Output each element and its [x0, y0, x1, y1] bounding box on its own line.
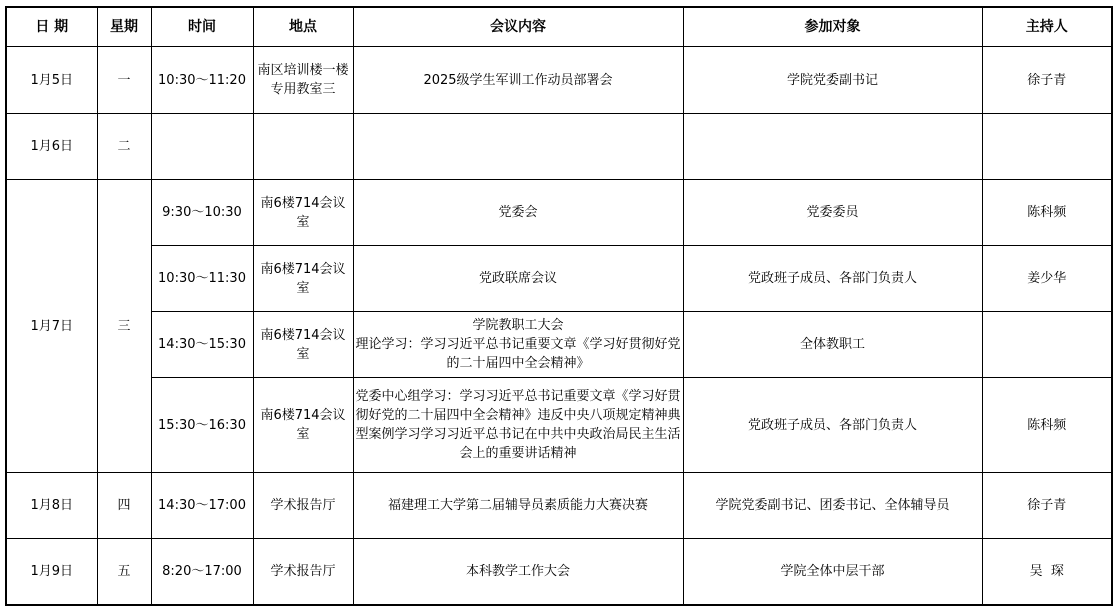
cell-location: 学术报告厅 — [253, 539, 353, 605]
header-attendees: 参加对象 — [683, 7, 982, 47]
header-location: 地点 — [253, 7, 353, 47]
content-line: 党政联席会议 — [478, 271, 557, 286]
cell-host: 陈科频 — [982, 378, 1112, 473]
cell-date: 1月7日 — [6, 180, 97, 473]
cell-location: 学术报告厅 — [253, 473, 353, 539]
cell-host: 姜少华 — [982, 246, 1112, 312]
cell-time: 9:30～10:30 — [151, 180, 253, 246]
content-line: 福建理工大学第二届辅导员素质能力大赛决赛 — [387, 498, 648, 513]
cell-content — [353, 114, 683, 180]
cell-content — [353, 47, 683, 114]
content-line: 党委中心组学习：学习习近平总书记重要文章《学习好贯彻好党的二十届四中全会精神》违反中央八项规定精神典型案例学习学习习近平总书记在中共中央政治局民主生活会上的重要讲话精神 — [355, 389, 681, 461]
cell-attendees: 党政班子成员、各部门负责人 — [683, 246, 982, 312]
header-date: 日 期 — [6, 7, 97, 47]
cell-content — [353, 539, 683, 605]
cell-date: 1月8日 — [6, 473, 97, 539]
cell-time: 10:30～11:30 — [151, 246, 253, 312]
cell-weekday: 四 — [97, 473, 151, 539]
cell-content — [353, 378, 683, 473]
cell-date: 1月6日 — [6, 114, 97, 180]
content-line: 党委会 — [498, 205, 538, 220]
cell-location — [253, 114, 353, 180]
cell-time: 14:30～17:00 — [151, 473, 253, 539]
cell-location: 南区培训楼一楼专用教室三 — [253, 47, 353, 114]
cell-content — [353, 312, 683, 378]
cell-attendees: 党政班子成员、各部门负责人 — [683, 378, 982, 473]
cell-attendees: 学院党委副书记 — [683, 47, 982, 114]
content-line: 2025级学生军训工作动员部署会 — [423, 72, 613, 88]
content-line: 本科教学工作大会 — [465, 563, 570, 579]
header-row — [6, 7, 1112, 47]
table-row — [6, 378, 1112, 473]
table-row — [6, 312, 1112, 378]
cell-date: 1月5日 — [6, 47, 97, 114]
table-row — [6, 114, 1112, 180]
cell-weekday: 二 — [97, 114, 151, 180]
content-line: 理论学习：学习习近平总书记重要文章《学习好贯彻好党的二十届四中全会精神》 — [355, 337, 681, 371]
cell-host: 陈科频 — [982, 180, 1112, 246]
cell-content — [353, 180, 683, 246]
cell-attendees: 学院全体中层干部 — [683, 539, 982, 605]
header-time: 时间 — [151, 7, 253, 47]
content-line: 学院教职工大会 — [472, 318, 564, 333]
cell-content — [353, 473, 683, 539]
cell-attendees: 党委委员 — [683, 180, 982, 246]
cell-time — [151, 114, 253, 180]
table-row — [6, 47, 1112, 114]
cell-location: 南6楼714会议室 — [253, 246, 353, 312]
cell-time: 14:30～15:30 — [151, 312, 253, 378]
meeting-schedule-table — [5, 6, 1113, 606]
cell-time: 15:30～16:30 — [151, 378, 253, 473]
cell-date: 1月9日 — [6, 539, 97, 605]
table-row — [6, 473, 1112, 539]
cell-host — [982, 114, 1112, 180]
table-row — [6, 246, 1112, 312]
cell-time: 10:30～11:20 — [151, 47, 253, 114]
cell-location: 南6楼714会议室 — [253, 180, 353, 246]
cell-host — [982, 312, 1112, 378]
table-row — [6, 539, 1112, 605]
cell-weekday: 一 — [97, 47, 151, 114]
cell-weekday: 五 — [97, 539, 151, 605]
cell-attendees — [683, 114, 982, 180]
cell-attendees: 全体教职工 — [683, 312, 982, 378]
cell-content — [353, 246, 683, 312]
cell-weekday: 三 — [97, 180, 151, 473]
cell-location: 南6楼714会议室 — [253, 378, 353, 473]
header-weekday: 星期 — [97, 7, 151, 47]
cell-host: 吴 琛 — [982, 539, 1112, 605]
cell-time: 8:20～17:00 — [151, 539, 253, 605]
cell-attendees: 学院党委副书记、团委书记、全体辅导员 — [683, 473, 982, 539]
cell-host: 徐子青 — [982, 473, 1112, 539]
header-content: 会议内容 — [353, 7, 683, 47]
cell-host: 徐子青 — [982, 47, 1112, 114]
header-host: 主持人 — [982, 7, 1112, 47]
cell-location: 南6楼714会议室 — [253, 312, 353, 378]
table-row — [6, 180, 1112, 246]
